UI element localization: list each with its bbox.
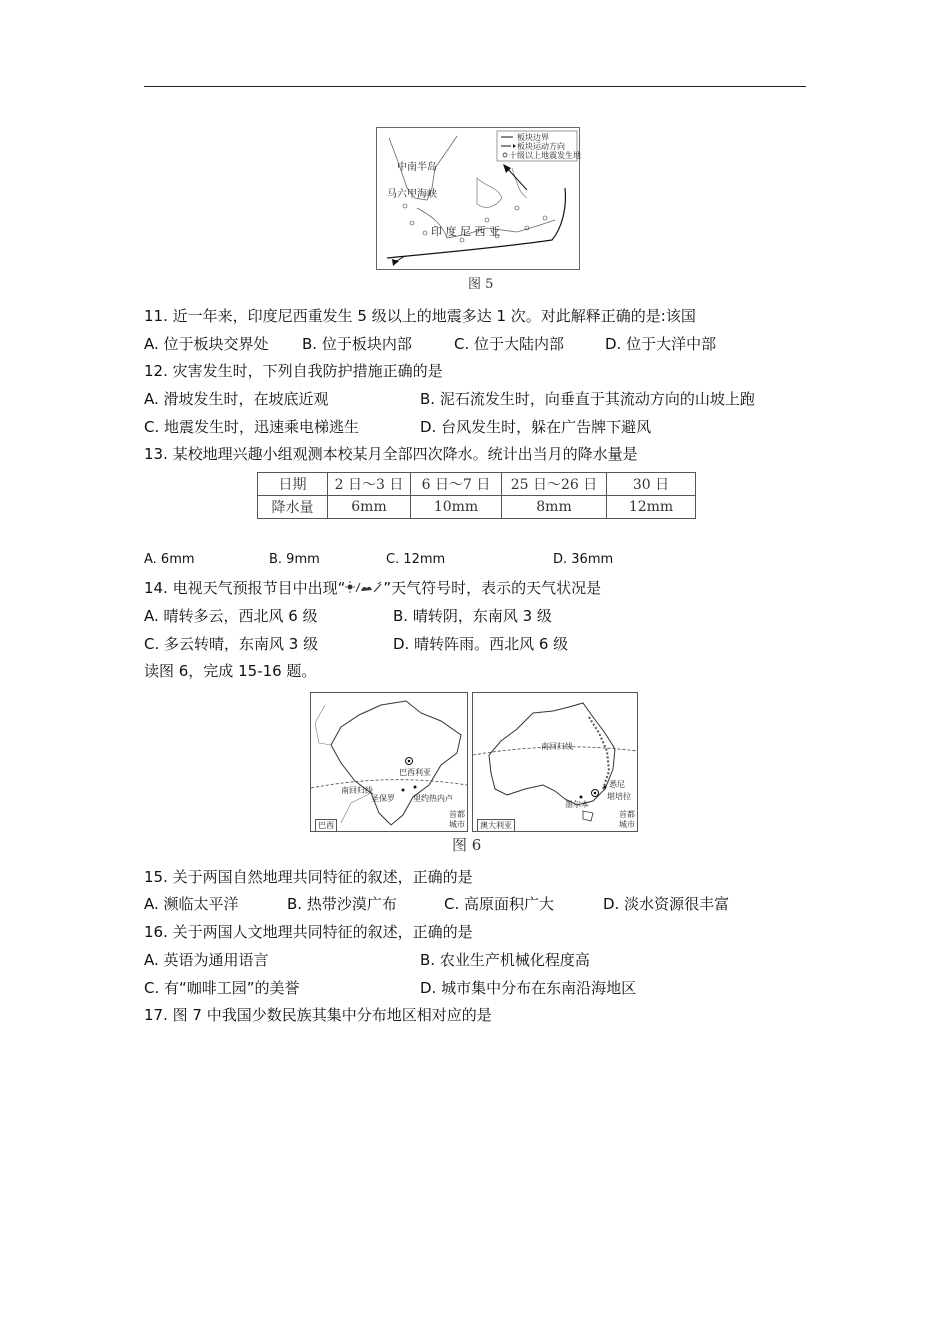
q15-option-d: D. 淡水资源很丰富 bbox=[603, 895, 730, 913]
question-13-stem: 13. 某校地理兴趣小组观测本校某月全部四次降水。统计出当月的降水量是 bbox=[144, 445, 638, 463]
australia-name: 澳大利亚 bbox=[477, 819, 515, 832]
q15-option-b: B. 热带沙漠广布 bbox=[287, 895, 397, 913]
brazil-legend-city: 城市 bbox=[449, 820, 465, 829]
brazil-tropic-label: 南回归线 bbox=[341, 786, 373, 795]
q12-option-b: B. 泥石流发生时，向垂直于其流动方向的山坡上跑 bbox=[420, 390, 755, 408]
question-15-stem: 15. 关于两国自然地理共同特征的叙述，正确的是 bbox=[144, 868, 473, 886]
figure-6-caption: 图 6 bbox=[452, 836, 482, 854]
brazil-legend-capital: 首都 bbox=[449, 810, 465, 819]
label-strait: 马六甲海峡 bbox=[387, 189, 437, 200]
question-14-stem bbox=[144, 578, 601, 598]
australia-capital-label: 堪培拉 bbox=[607, 792, 631, 801]
q14-option-b: B. 晴转阴，东南风 3 级 bbox=[393, 607, 552, 625]
q11-option-c: C. 位于大陆内部 bbox=[454, 335, 565, 353]
legend-item-boundary: 板块边界 bbox=[517, 133, 549, 142]
question-12-stem: 12. 灾害发生时，下列自我防护措施正确的是 bbox=[144, 362, 443, 380]
q16-option-b: B. 农业生产机械化程度高 bbox=[420, 951, 590, 969]
table-cell: 8mm bbox=[502, 496, 607, 519]
legend-item-direction: 板块运动方向 bbox=[517, 142, 565, 151]
brazil-capital-label: 巴西利亚 bbox=[399, 768, 431, 777]
table-cell: 30 日 bbox=[607, 473, 696, 496]
australia-legend-capital: 首都 bbox=[619, 810, 635, 819]
brazil-name: 巴西 bbox=[315, 819, 337, 832]
question-16-stem: 16. 关于两国人文地理共同特征的叙述，正确的是 bbox=[144, 923, 473, 941]
table-cell: 12mm bbox=[607, 496, 696, 519]
q15-option-a: A. 濒临太平洋 bbox=[144, 895, 239, 913]
australia-map-drawing bbox=[473, 693, 637, 831]
table-cell: 2 日～3 日 bbox=[328, 473, 411, 496]
figure-5-map bbox=[376, 127, 580, 270]
header-rule bbox=[144, 86, 806, 87]
q16-option-c: C. 有“咖啡工园”的美誉 bbox=[144, 979, 300, 997]
q14-option-d: D. 晴转阵雨。西北风 6 级 bbox=[393, 635, 569, 653]
australia-legend-city: 城市 bbox=[619, 820, 635, 829]
question-11-stem: 11. 近一年来，印度尼西重发生 5 级以上的地震多达 1 次。对此解释正确的是:该国 bbox=[144, 307, 696, 325]
australia-tropic-label: 南回归线 bbox=[541, 742, 573, 751]
q14-option-c: C. 多云转晴，东南风 3 级 bbox=[144, 635, 319, 653]
q11-option-b: B. 位于板块内部 bbox=[302, 335, 412, 353]
australia-city-melbourne: 墨尔本 bbox=[565, 800, 589, 809]
legend-item-quake: 十级以上地震发生地 bbox=[509, 151, 581, 160]
australia-city-sydney: 悉尼 bbox=[609, 780, 625, 789]
q13-option-b: B. 9mm bbox=[269, 552, 320, 567]
q11-option-d: D. 位于大洋中部 bbox=[605, 335, 717, 353]
q11-option-a: A. 位于板块交界处 bbox=[144, 335, 269, 353]
brazil-city-sao-paulo: 圣保罗 bbox=[371, 794, 395, 803]
q13-option-c: C. 12mm bbox=[386, 552, 446, 567]
q16-option-d: D. 城市集中分布在东南沿海地区 bbox=[420, 979, 637, 997]
q12-option-d: D. 台风发生时，躲在广告牌下避风 bbox=[420, 418, 652, 436]
table-cell: 10mm bbox=[411, 496, 502, 519]
q13-option-d: D. 36mm bbox=[553, 552, 614, 567]
q14-stem-before: 14. 电视天气预报节目中出现“ bbox=[144, 579, 346, 597]
table-cell: 日期 bbox=[258, 473, 328, 496]
table-cell: 6mm bbox=[328, 496, 411, 519]
label-peninsula: 中南半岛 bbox=[397, 162, 437, 173]
figure-6-australia-map bbox=[472, 692, 638, 832]
figure-6-brazil-map bbox=[310, 692, 468, 832]
brazil-city-rio: 里约热内卢 bbox=[413, 794, 453, 803]
rainfall-table bbox=[257, 472, 696, 519]
figure-5-caption: 图 5 bbox=[468, 277, 494, 292]
q13-option-a: A. 6mm bbox=[144, 552, 195, 567]
table-cell: 降水量 bbox=[258, 496, 328, 519]
table-row bbox=[258, 496, 696, 519]
q15-option-c: C. 高原面积广大 bbox=[444, 895, 555, 913]
weather-symbol-icon bbox=[345, 579, 383, 593]
q16-option-a: A. 英语为通用语言 bbox=[144, 951, 269, 969]
figure-6-intro: 读图 6，完成 15-16 题。 bbox=[144, 662, 317, 680]
table-cell: 25 日～26 日 bbox=[502, 473, 607, 496]
q12-option-a: A. 滑坡发生时，在坡底近观 bbox=[144, 390, 329, 408]
question-17-stem: 17. 图 7 中我国少数民族其集中分布地区相对应的是 bbox=[144, 1006, 492, 1024]
table-cell: 6 日～7 日 bbox=[411, 473, 502, 496]
q14-option-a: A. 晴转多云，西北风 6 级 bbox=[144, 607, 318, 625]
table-row bbox=[258, 473, 696, 496]
label-country: 印 度 尼 西 亚 bbox=[431, 225, 500, 238]
q12-option-c: C. 地震发生时，迅速乘电梯逃生 bbox=[144, 418, 360, 436]
q14-stem-after: ”天气符号时，表示的天气状况是 bbox=[383, 579, 602, 597]
brazil-map-drawing bbox=[311, 693, 467, 831]
